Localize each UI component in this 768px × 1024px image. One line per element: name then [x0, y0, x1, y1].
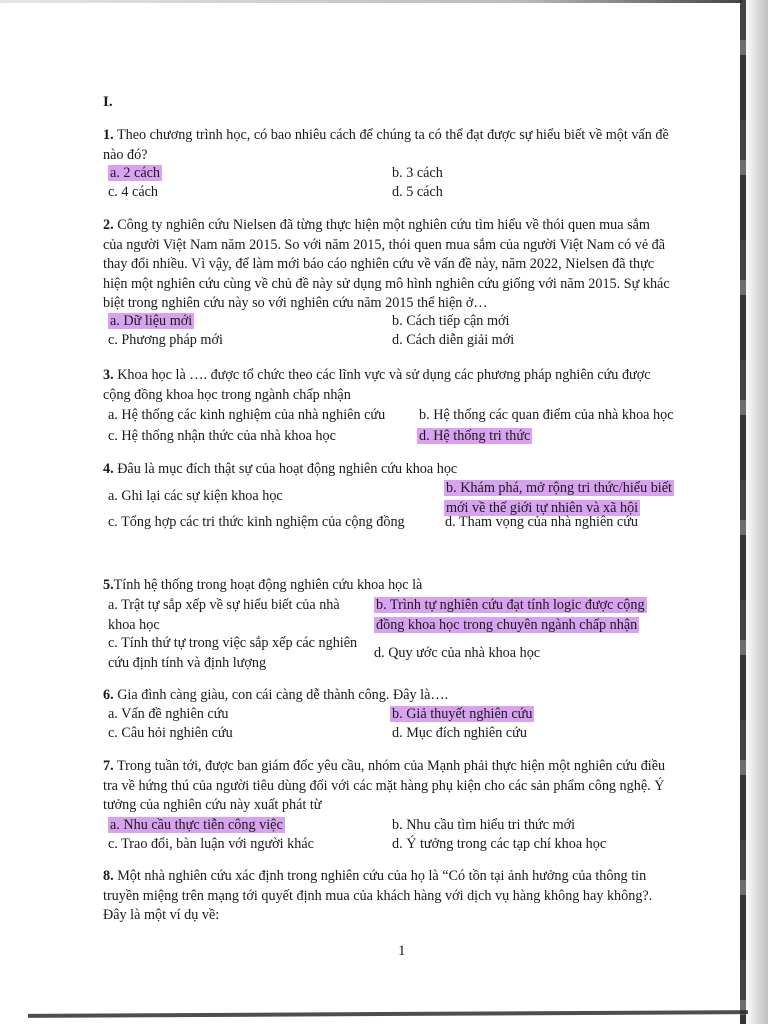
question-text: Gia đình càng giàu, con cái càng dễ thành công. Đây là…. — [117, 687, 449, 703]
question-1 — [103, 126, 673, 165]
option-c[interactable]: c. Tính thứ tự trong việc sắp xếp các nghiên cứu định tính và định lượng — [108, 635, 358, 671]
highlighted-answer: b. Khám phá, mở rộng tri thức/hiểu biết mới về thế giới tự nhiên và xã hội — [446, 480, 672, 516]
question-number: 4. — [103, 461, 114, 477]
section-heading: I. — [103, 94, 113, 110]
option-b[interactable] — [390, 705, 534, 725]
question-5 — [103, 576, 673, 596]
option-d[interactable]: d. Mục đích nghiên cứu — [392, 725, 527, 741]
highlighted-answer: b. Trình tự nghiên cứu đạt tính logic được cộng đồng khoa học trong chuyên ngành chấp nhận — [376, 597, 645, 633]
option-a[interactable]: a. Vấn đề nghiên cứu — [108, 706, 229, 722]
question-2 — [103, 216, 673, 314]
page-number: 1 — [398, 943, 406, 959]
highlighted-answer: a. Nhu cầu thực tiễn công việc — [110, 817, 283, 833]
scan-top-edge — [0, 0, 745, 3]
option-a[interactable] — [108, 816, 285, 836]
option-d[interactable]: d. Cách diễn giải mới — [392, 332, 515, 348]
highlighted-answer: a. Dữ liệu mới — [110, 313, 193, 329]
question-number: 8. — [103, 868, 114, 884]
highlighted-answer: b. Giả thuyết nghiên cứu — [392, 706, 533, 722]
option-b[interactable]: b. Hệ thống các quan điểm của nhà khoa học — [419, 407, 674, 423]
question-number: 6. — [103, 687, 114, 703]
highlighted-answer: d. Hệ thống tri thức — [419, 428, 531, 444]
question-6 — [103, 686, 673, 706]
option-d[interactable] — [417, 427, 532, 447]
option-b[interactable] — [374, 596, 674, 635]
question-number: 1. — [103, 127, 114, 143]
option-c[interactable]: c. Tổng hợp các tri thức kinh nghiệm của cộng đồng — [108, 514, 405, 530]
scan-binding-shadow — [740, 0, 746, 1024]
option-c[interactable]: c. Câu hỏi nghiên cứu — [108, 725, 233, 741]
question-text: Trong tuần tới, được ban giám đốc yêu cầu, nhóm của Mạnh phải thực hiện một nghiên cứu điều tra về hứng thú của người tiêu dùng đối với các mặt hàng phụ kiện cho các sản phẩm công nghệ. Ý tưởng của nghiên cứu này xuất phát từ — [103, 758, 666, 813]
scan-bottom-edge — [28, 1010, 748, 1018]
question-number: 7. — [103, 758, 114, 774]
question-7 — [103, 757, 673, 816]
option-a[interactable] — [108, 164, 162, 184]
option-c[interactable]: c. Phương pháp mới — [108, 332, 223, 348]
option-c[interactable]: c. Trao đổi, bàn luận với người khác — [108, 836, 314, 852]
question-3 — [103, 366, 673, 405]
question-text: Đâu là mục đích thật sự của hoạt động nghiên cứu khoa học — [117, 461, 458, 477]
question-8 — [103, 867, 673, 926]
question-text: Theo chương trình học, có bao nhiêu cách để chúng ta có thể đạt được sự hiểu biết về một vấn đề nào đó? — [103, 127, 669, 163]
question-number: 3. — [103, 367, 114, 383]
option-a[interactable]: a. Hệ thống các kinh nghiệm của nhà nghiên cứu — [108, 407, 386, 423]
option-a[interactable]: a. Ghi lại các sự kiện khoa học — [108, 488, 283, 504]
question-text: Tính hệ thống trong hoạt động nghiên cứu khoa học là — [113, 577, 423, 593]
option-d[interactable]: d. 5 cách — [392, 184, 443, 200]
question-text: Một nhà nghiên cứu xác định trong nghiên cứu của họ là “Có tồn tại ảnh hưởng của thông tin truyền miệng trên mạng tới quyết định mua của khách hàng với dịch vụ hàng không hay không?. Đây là một ví dụ về: — [103, 868, 653, 923]
question-text: Khoa học là …. được tổ chức theo các lĩnh vực và sử dụng các phương pháp nghiên cứu được cộng đồng khoa học trong ngành chấp nhận — [103, 367, 651, 403]
question-4 — [103, 460, 673, 480]
option-d[interactable]: d. Quy ước của nhà khoa học — [374, 645, 541, 661]
question-number: 2. — [103, 217, 114, 233]
question-text: Công ty nghiên cứu Nielsen đã từng thực hiện một nghiên cứu tìm hiểu về thói quen mua sắm của người Việt Nam năm 2015. So với năm 2015, thói quen mua sắm của người Việt Nam có vẻ đã thay đổi nhiều. Vì vậy, để làm mới báo cáo nghiên cứu về vấn đề này, năm 2022, Nielsen đã thực hiện một nghiên cứu cùng về chủ đề này sử dụng mô hình nghiên cứu giống với năm 2015. Sự khác biệt trong nghiên cứu này so với nghiên cứu năm 2015 thể hiện ở… — [103, 217, 670, 311]
option-b[interactable]: b. 3 cách — [392, 165, 443, 181]
option-a[interactable] — [108, 312, 194, 332]
highlighted-answer: a. 2 cách — [110, 165, 161, 181]
option-d[interactable]: d. Ý tưởng trong các tạp chí khoa học — [392, 836, 607, 852]
option-c[interactable]: c. Hệ thống nhận thức của nhà khoa học — [108, 428, 336, 444]
option-b[interactable]: b. Cách tiếp cận mới — [392, 313, 510, 329]
question-number: 5. — [103, 577, 114, 593]
option-b[interactable]: b. Nhu cầu tìm hiểu tri thức mới — [392, 817, 576, 833]
option-a[interactable]: a. Trật tự sắp xếp về sự hiểu biết của nhà khoa học — [108, 597, 340, 633]
option-d[interactable]: d. Tham vọng của nhà nghiên cứu — [445, 514, 638, 530]
option-c[interactable]: c. 4 cách — [108, 184, 159, 200]
